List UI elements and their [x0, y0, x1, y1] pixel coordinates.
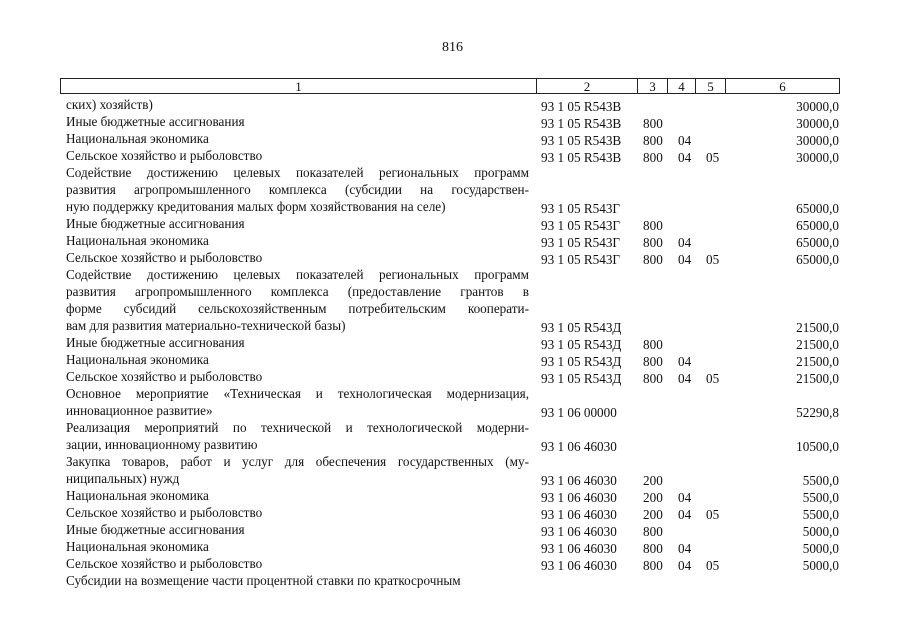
row-description [66, 487, 529, 504]
description-line: Основное мероприятие «Техническая и технологическая модернизация, [66, 386, 529, 401]
row-description [66, 215, 529, 232]
row-code: 93 1 06 46030 [541, 541, 617, 556]
row-description [66, 504, 529, 521]
row-subsection: 05 [706, 371, 720, 386]
description-line: Сельское хозяйство и рыболовство [66, 369, 263, 384]
row-expense-type: 800 [643, 116, 663, 131]
table-row [0, 487, 905, 504]
row-code: 93 1 05 R543Г [541, 201, 621, 216]
table-header [60, 78, 840, 94]
header-col-3: 3 [637, 79, 667, 93]
row-description [66, 334, 529, 351]
row-section: 04 [678, 354, 692, 369]
description-line: форме субсидий сельскохозяйственным потребительским кооперати- [66, 301, 529, 316]
row-code: 93 1 06 00000 [541, 405, 617, 420]
description-line: Содействие достижению целевых показателей региональных программ [66, 165, 529, 180]
row-amount: 21500,0 [796, 337, 839, 352]
row-code: 93 1 06 46030 [541, 558, 617, 573]
row-expense-type: 800 [643, 150, 663, 165]
description-line: ниципальных) нужд [66, 471, 180, 486]
row-expense-type: 800 [643, 252, 663, 267]
row-amount: 30000,0 [796, 133, 839, 148]
description-line: Иные бюджетные ассигнования [66, 335, 245, 350]
table-row [0, 215, 905, 232]
table-row [0, 521, 905, 538]
row-description [66, 232, 529, 249]
description-line: Национальная экономика [66, 233, 209, 248]
description-line: ских) хозяйств) [66, 97, 153, 112]
table-row [0, 96, 905, 113]
row-amount: 21500,0 [796, 320, 839, 335]
table-row [0, 555, 905, 572]
description-line: Иные бюджетные ассигнования [66, 522, 245, 537]
table-row [0, 113, 905, 130]
row-description [66, 130, 529, 147]
description-line: вам для развития материально-технической базы) [66, 318, 346, 333]
table-row [0, 538, 905, 555]
description-line: Сельское хозяйство и рыболовство [66, 556, 263, 571]
table-row [0, 572, 905, 589]
row-code: 93 1 06 46030 [541, 439, 617, 454]
description-line: Субсидии на возмещение части процентной ставки по краткосрочным [66, 573, 461, 588]
description-line: Сельское хозяйство и рыболовство [66, 505, 263, 520]
row-subsection: 05 [706, 507, 720, 522]
row-amount: 5500,0 [802, 507, 839, 522]
table-row [0, 351, 905, 368]
row-section: 04 [678, 371, 692, 386]
row-subsection: 05 [706, 150, 720, 165]
row-code: 93 1 05 R543В [541, 150, 622, 165]
row-expense-type: 800 [643, 541, 663, 556]
description-line: Сельское хозяйство и рыболовство [66, 148, 263, 163]
row-description [66, 368, 529, 385]
row-expense-type: 800 [643, 524, 663, 539]
row-description [66, 351, 529, 368]
row-code: 93 1 05 R543В [541, 133, 622, 148]
row-expense-type: 800 [643, 218, 663, 233]
row-description [66, 249, 529, 266]
row-amount: 10500,0 [796, 439, 839, 454]
row-section: 04 [678, 507, 692, 522]
row-expense-type: 800 [643, 558, 663, 573]
description-line: Иные бюджетные ассигнования [66, 114, 245, 129]
row-code: 93 1 05 R543Д [541, 354, 622, 369]
row-amount: 5500,0 [802, 490, 839, 505]
row-amount: 5000,0 [802, 524, 839, 539]
row-amount: 5000,0 [802, 541, 839, 556]
table-row [0, 504, 905, 521]
table-row [0, 232, 905, 249]
description-line: Национальная экономика [66, 131, 209, 146]
description-line: Иные бюджетные ассигнования [66, 216, 245, 231]
row-code: 93 1 06 46030 [541, 524, 617, 539]
description-line: Содействие достижению целевых показателей региональных программ [66, 267, 529, 282]
description-line: Закупка товаров, работ и услуг для обеспечения государственных (му- [66, 454, 529, 469]
table-row [0, 368, 905, 385]
row-expense-type: 800 [643, 133, 663, 148]
table-row [0, 249, 905, 266]
row-description [66, 538, 529, 555]
row-description [66, 385, 529, 419]
row-description [66, 164, 529, 215]
row-amount: 65000,0 [796, 218, 839, 233]
page-number: 816 [442, 40, 463, 55]
row-expense-type: 800 [643, 337, 663, 352]
description-line: ную поддержку кредитования малых форм хозяйствования на селе) [66, 199, 446, 214]
row-expense-type: 200 [643, 490, 663, 505]
row-amount: 5500,0 [802, 473, 839, 488]
description-line: Национальная экономика [66, 539, 209, 554]
row-amount: 30000,0 [796, 150, 839, 165]
table-row [0, 164, 905, 215]
table-row [0, 266, 905, 334]
row-description [66, 113, 529, 130]
table-row [0, 147, 905, 164]
description-line: Национальная экономика [66, 352, 209, 367]
row-amount: 65000,0 [796, 235, 839, 250]
row-amount: 65000,0 [796, 201, 839, 216]
row-code: 93 1 06 46030 [541, 473, 617, 488]
row-code: 93 1 06 46030 [541, 507, 617, 522]
row-code: 93 1 05 R543Г [541, 252, 621, 267]
row-amount: 5000,0 [802, 558, 839, 573]
row-section: 04 [678, 150, 692, 165]
row-description [66, 521, 529, 538]
row-amount: 21500,0 [796, 354, 839, 369]
row-section: 04 [678, 235, 692, 250]
description-line: развития агропромышленного комплекса (субсидии на государствен- [66, 182, 529, 197]
description-line: зации, инновационному развитию [66, 437, 258, 452]
row-section: 04 [678, 558, 692, 573]
row-description [66, 147, 529, 164]
row-description [66, 453, 529, 487]
row-section: 04 [678, 490, 692, 505]
row-description [66, 572, 529, 589]
row-expense-type: 200 [643, 473, 663, 488]
header-col-5: 5 [695, 79, 725, 93]
row-code: 93 1 06 46030 [541, 490, 617, 505]
row-amount: 65000,0 [796, 252, 839, 267]
row-amount: 30000,0 [796, 116, 839, 131]
description-line: Национальная экономика [66, 488, 209, 503]
row-amount: 21500,0 [796, 371, 839, 386]
row-amount: 30000,0 [796, 99, 839, 114]
header-col-6: 6 [725, 79, 839, 93]
row-expense-type: 800 [643, 235, 663, 250]
description-line: Сельское хозяйство и рыболовство [66, 250, 263, 265]
row-subsection: 05 [706, 252, 720, 267]
description-line: развития агропромышленного комплекса (предоставление грантов в [66, 284, 529, 299]
row-description [66, 555, 529, 572]
row-description [66, 419, 529, 453]
table-row [0, 130, 905, 147]
table-row [0, 385, 905, 419]
header-col-1: 1 [295, 79, 302, 94]
row-expense-type: 200 [643, 507, 663, 522]
description-line: Реализация мероприятий по технической и технологической модерни- [66, 420, 529, 435]
row-expense-type: 800 [643, 354, 663, 369]
table-row [0, 334, 905, 351]
row-section: 04 [678, 133, 692, 148]
table-row [0, 453, 905, 487]
row-description [66, 266, 529, 334]
table-row [0, 419, 905, 453]
row-code: 93 1 05 R543Д [541, 371, 622, 386]
row-subsection: 05 [706, 558, 720, 573]
row-code: 93 1 05 R543Г [541, 235, 621, 250]
row-section: 04 [678, 541, 692, 556]
header-col-2: 2 [536, 79, 637, 93]
row-expense-type: 800 [643, 371, 663, 386]
row-code: 93 1 05 R543В [541, 116, 622, 131]
row-amount: 52290,8 [796, 405, 839, 420]
row-code: 93 1 05 R543Г [541, 218, 621, 233]
description-line: инновационное развитие» [66, 403, 213, 418]
row-code: 93 1 05 R543Д [541, 337, 622, 352]
row-description [66, 96, 529, 113]
row-code: 93 1 05 R543В [541, 99, 622, 114]
row-section: 04 [678, 252, 692, 267]
header-col-4: 4 [667, 79, 695, 93]
row-code: 93 1 05 R543Д [541, 320, 622, 335]
